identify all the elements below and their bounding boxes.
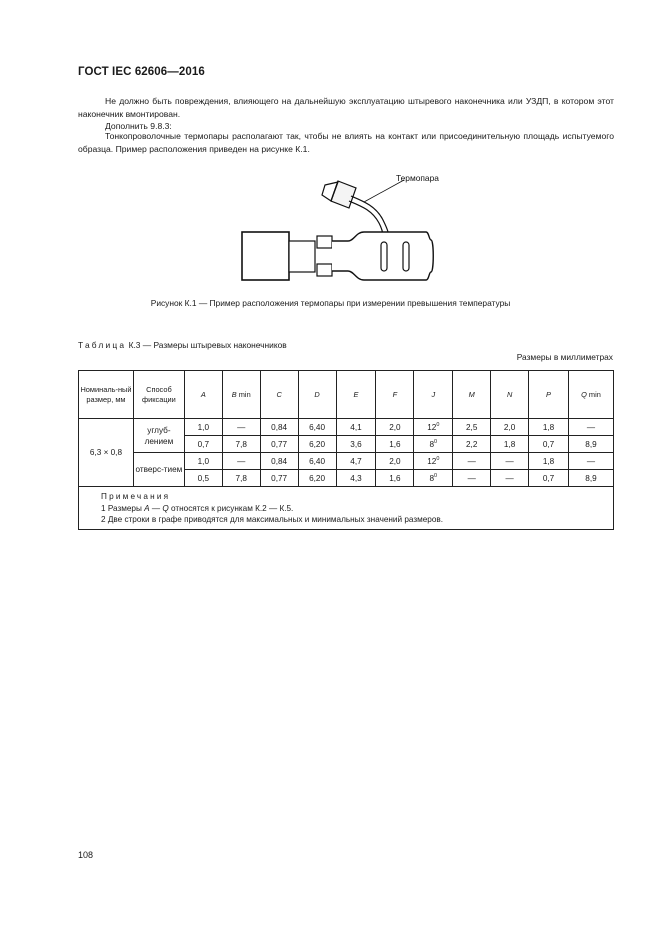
cell-p: 1,8 [529, 453, 569, 470]
table-title-word: Таблица [78, 340, 127, 350]
cell-e: 4,3 [336, 470, 376, 487]
nominal-size-cell: 6,3 × 0,8 [79, 419, 134, 487]
cell-j: $8^0$ [414, 436, 453, 453]
cell-m: 2,2 [453, 436, 491, 453]
paragraph-thermocouple: Тонкопроволочные термопары располагают так, чтобы не влиять на контакт или присоединительную площадь испытуемого образца. Пример расположения приведен на рисунке К.1. [78, 131, 614, 154]
cell-d: 6,40 [298, 453, 336, 470]
table-units: Размеры в миллиметрах [516, 352, 613, 362]
cell-j: $12^0$ [414, 419, 453, 436]
col-m: M [453, 371, 491, 419]
cell-e: 3,6 [336, 436, 376, 453]
cell-d: 6,20 [298, 436, 336, 453]
col-b-min: B min [222, 371, 260, 419]
cell-j: $8^0$ [414, 470, 453, 487]
cell-e: 4,1 [336, 419, 376, 436]
cell-d: 6,40 [298, 419, 336, 436]
col-c: C [260, 371, 298, 419]
cell-c: 0,84 [260, 453, 298, 470]
cell-d: 6,20 [298, 470, 336, 487]
connector-tab [332, 232, 433, 280]
cell-a: 0,5 [184, 470, 222, 487]
figure-k1-drawing [228, 168, 458, 296]
figure-caption: Рисунок К.1 — Пример расположения термопары при измерении превышения температуры [150, 298, 511, 308]
col-a: A [184, 371, 222, 419]
table-notes-row [79, 487, 614, 530]
cell-q: — [568, 419, 613, 436]
cell-m: — [453, 453, 491, 470]
note-2: 2 Две строки в графе приводятся для максимальных и минимальных значений размеров. [101, 515, 444, 525]
cell-f: 1,6 [376, 436, 414, 453]
table-header-row [79, 371, 614, 419]
table-row [79, 419, 614, 436]
cell-m: 2,5 [453, 419, 491, 436]
col-n: N [491, 371, 529, 419]
cell-b: — [222, 419, 260, 436]
col-e: E [336, 371, 376, 419]
cell-q: 8,9 [568, 470, 613, 487]
cell-p: 0,7 [529, 470, 569, 487]
cell-a: 1,0 [184, 453, 222, 470]
cell-q: — [568, 453, 613, 470]
paragraph-damage: Не должно быть повреждения, влияющего на дальнейшую эксплуатацию штыревого наконечника или УЗДП, в котором этот наконечник вмонтирован. [78, 96, 614, 119]
cell-p: 0,7 [529, 436, 569, 453]
table-title [78, 340, 287, 350]
cell-f: 1,6 [376, 470, 414, 487]
cell-b: — [222, 453, 260, 470]
method-cell: углуб-лением [133, 419, 184, 453]
crimp-upper [317, 236, 332, 248]
cell-c: 0,84 [260, 419, 298, 436]
cell-q: 8,9 [568, 436, 613, 453]
thermocouple-plug [322, 181, 356, 208]
note-1: 1 Размеры A — Q относятся к рисункам К.2 — К.5. [101, 503, 294, 513]
dimensions-table [78, 370, 614, 530]
cell-n: — [491, 453, 529, 470]
cell-m: — [453, 470, 491, 487]
connector-neck [289, 241, 315, 272]
cell-n: — [491, 470, 529, 487]
label-leader-line [364, 180, 404, 202]
cell-f: 2,0 [376, 453, 414, 470]
table-row [79, 453, 614, 470]
cell-f: 2,0 [376, 419, 414, 436]
cell-e: 4,7 [336, 453, 376, 470]
col-method: Способ фиксации [133, 371, 184, 419]
cell-b: 7,8 [222, 470, 260, 487]
table-notes [79, 487, 614, 530]
method-cell: отверс-тием [133, 453, 184, 487]
page-header: ГОСТ IEC 62606—2016 [78, 66, 205, 78]
notes-heading: Примечания [101, 492, 171, 501]
cell-p: 1,8 [529, 419, 569, 436]
thermocouple-label: Термопара [396, 173, 439, 183]
cell-a: 0,7 [184, 436, 222, 453]
cell-a: 1,0 [184, 419, 222, 436]
col-p: P [529, 371, 569, 419]
cell-c: 0,77 [260, 470, 298, 487]
paragraph-supplement: Дополнить 9.8.3: [105, 121, 172, 131]
col-j: J [414, 371, 453, 419]
col-q-min: Q min [568, 371, 613, 419]
crimp-lower [317, 264, 332, 276]
cell-n: 2,0 [491, 419, 529, 436]
connector-housing [242, 232, 289, 280]
cell-n: 1,8 [491, 436, 529, 453]
cell-c: 0,77 [260, 436, 298, 453]
cell-j: $12^0$ [414, 453, 453, 470]
col-d: D [298, 371, 336, 419]
col-f: F [376, 371, 414, 419]
col-nominal: Номиналь-ный размер, мм [79, 371, 134, 419]
cell-b: 7,8 [222, 436, 260, 453]
page-number: 108 [78, 850, 94, 860]
table-title-text: К.3 — Размеры штыревых наконечников [128, 340, 287, 350]
